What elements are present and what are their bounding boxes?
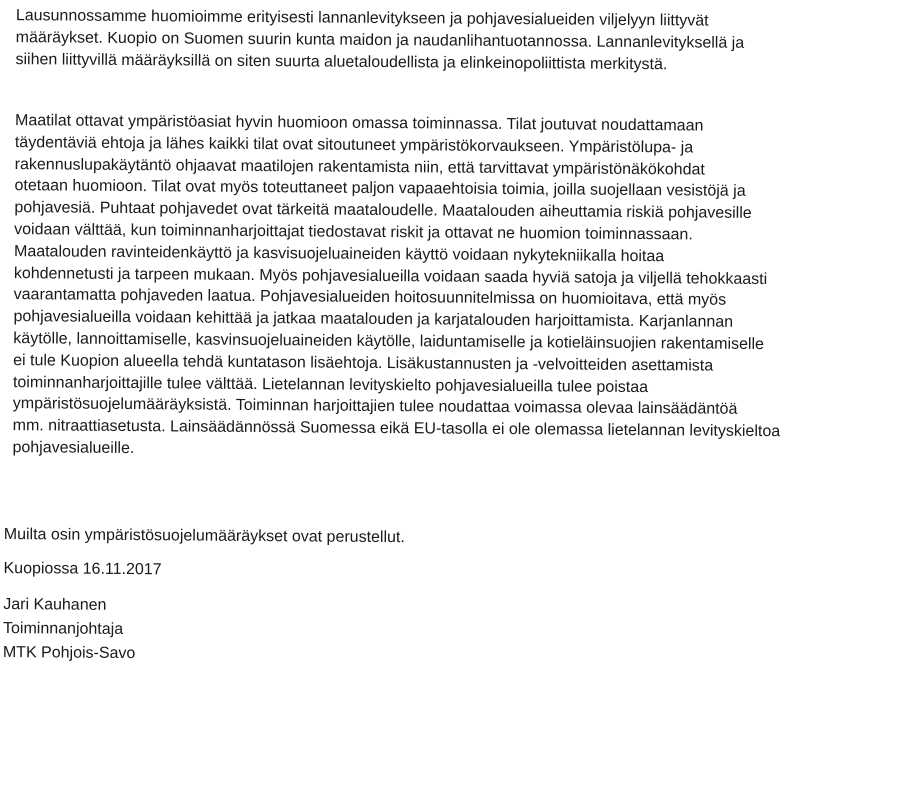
text-line: mm. nitraattiasetusta. Lainsäädännössä Suomessa eikä EU-tasolla ei ole olemassa lietelannan levityskieltoa	[12, 417, 781, 441]
text-line: rakennuslupakäytäntö ohjaavat maatilojen rakentamista niin, että tarvittavat ympäristönäkökohdat	[14, 155, 705, 179]
text-line: toiminnanharjoittajille tulee välttää. Lietelannan levityskielto pohjavesialueilla tulee poistaa	[12, 373, 649, 396]
text-line: määräykset. Kuopio on Suomen suurin kunta maidon ja naudanlihantuotannossa. Lannanlevityksellä ja	[15, 28, 745, 52]
text-line: otetaan huomioon. Tilat ovat myös toteuttaneet paljon vapaaehtoisia toimia, joilla suojellaan vesistöjä ja	[14, 177, 746, 201]
text-line: pohjavesialueille.	[12, 439, 135, 458]
text-line: kohdennetusti ja tarpeen mukaan. Myös pohjavesialueilla voidaan saada hyviä satoja ja viljellä tehokkaasti	[13, 264, 768, 288]
text-line: pohjavesialueilla voidaan kehittää ja jatkaa maatalouden ja karjatalouden harjoittamista. Karjanlannan	[13, 308, 734, 331]
text-line: käytölle, lannoittamiselle, kasvinsuojeluaineiden käytölle, laiduntamiselle ja kotieläinsuojien rakentamiselle	[13, 330, 765, 353]
text-line: täydentäviä ehtoja ja lähes kaikki tilat ovat sitoutuneet ympäristökorvaukseen. Ympäristölupa- ja	[14, 133, 694, 157]
paragraph-maatilat	[12, 110, 782, 465]
signatory-title: Toiminnanjohtaja	[2, 620, 124, 638]
text-line: Maatilat ottavat ympäristöasiat hyvin huomioon omassa toiminnassa. Tilat joutuvat noudattamaan	[14, 112, 704, 135]
place-date: Kuopiossa 16.11.2017	[3, 560, 162, 579]
text-line: Maatalouden ravinteidenkäyttö ja kasvisuojeluaineiden käyttö voidaan nykytekniikalla hoitaa	[13, 242, 665, 266]
text-line: ei tule Kuopion alueella tehdä kuntatason lisäehtoja. Lisäkustannusten ja -velvoitteiden asettamista	[13, 351, 714, 375]
signatory-organization: MTK Pohjois-Savo	[2, 644, 136, 663]
text-line: vaarantamatta pohjaveden laatua. Pohjavesialueiden hoitosuunnitelmissa on huomioitava, että myös	[13, 286, 727, 310]
text-line: pohjavesiä. Puhtaat pohjavedet ovat tärkeitä maataloudelle. Maatalouden aiheuttamia riskiä pohjavesille	[14, 199, 752, 223]
text-line: siihen liittyvillä määräyksillä on siten suurta aluetaloudellista ja elinkeinopoliittista merkitystä.	[15, 50, 668, 73]
text-line: Lausunnossamme huomioimme erityisesti lannanlevitykseen ja pohjavesialueiden viljelyyn liittyvät	[15, 7, 709, 30]
text-line: voidaan välttää, kun toiminnanharjoittajat tiedostavat riskit ja ottavat ne huomion toiminnassaan.	[14, 221, 693, 244]
paragraph-lannanlevitys	[15, 5, 744, 76]
text-line: ympäristösuojelumääräyksistä. Toiminnan harjoittajien tulee noudattaa voimassa olevaa lainsäädäntöä	[12, 395, 738, 419]
signatory-name: Jari Kauhanen	[3, 596, 107, 614]
paragraph-muilta-osin: Muilta osin ympäristösuojelumääräykset ovat perustellut.	[3, 526, 405, 547]
